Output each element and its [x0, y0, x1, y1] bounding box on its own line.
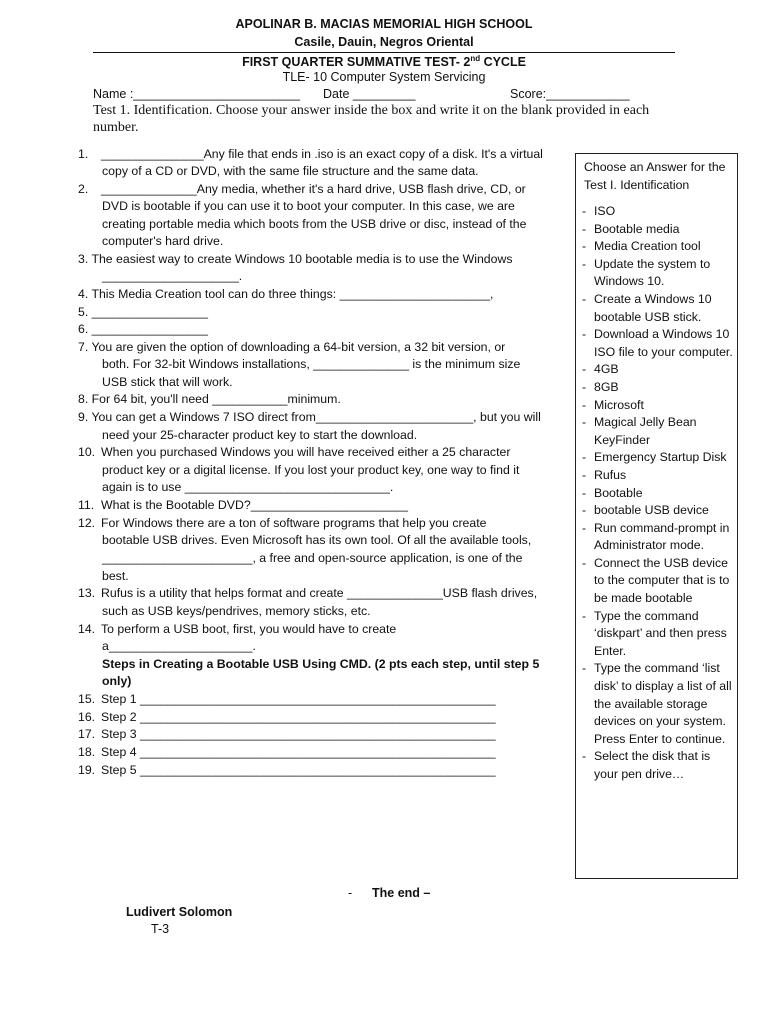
test-title-main: FIRST QUARTER SUMMATIVE TEST- 2: [242, 55, 471, 70]
score-field: Score:____________: [510, 87, 630, 101]
answer-box-title: Choose an Answer for the Test I. Identification: [584, 160, 726, 192]
question-text: Rufus is a utility that helps format and create ______________USB flash drives,: [101, 586, 538, 600]
question-text: When you purchased Windows you will have received either a 25 character: [101, 445, 511, 459]
question-text: Step 1 ____________________________________________________: [101, 692, 496, 706]
question-text: What is the Bootable DVD?_______________________: [101, 498, 408, 512]
question-7-cont-2: USB stick that will work.: [102, 375, 233, 389]
question-11: [78, 497, 408, 515]
question-10-cont-1: product key or a digital license. If you lost your product key, one way to find it: [102, 463, 520, 477]
question-text: Step 4 ____________________________________________________: [101, 745, 496, 759]
question-4: 4. This Media Creation tool can do three things: ______________________,: [78, 287, 494, 301]
answer-choice: - Create a Windows 10 bootable USB stick.: [582, 291, 734, 326]
question-6: 6. _________________: [78, 322, 208, 336]
question-14: [78, 621, 396, 639]
question-10-cont-2: again is to use ______________________________.: [102, 480, 394, 494]
answer-choice: - ISO: [582, 203, 734, 221]
question-1: [78, 146, 543, 164]
question-text: For Windows there are a ton of software programs that help you create: [101, 516, 487, 530]
test-title-cycle: CYCLE: [480, 55, 526, 70]
question-text: _______________Any file that ends in .iso is an exact copy of a disk. It's a virtual: [101, 147, 543, 161]
answer-choices-list: [582, 203, 734, 784]
question-12-cont-1: bootable USB drives. Even Microsoft has its own tool. Of all the available tools,: [102, 533, 532, 547]
answer-choice: - Bootable media: [582, 221, 734, 239]
question-number: 10.: [78, 445, 96, 459]
answer-choice: - Update the system to Windows 10.: [582, 256, 734, 291]
question-16: [78, 709, 496, 727]
author-name: Ludivert Solomon: [126, 905, 233, 919]
question-number: 1.: [78, 147, 89, 161]
question-3-cont: ____________________.: [102, 269, 243, 283]
school-address: Casile, Dauin, Negros Oriental: [294, 35, 474, 49]
answer-choice: - 8GB: [582, 379, 734, 397]
answer-choice: - Emergency Startup Disk: [582, 449, 734, 467]
subject-title: TLE- 10 Computer System Servicing: [282, 70, 486, 84]
answer-choice: - Type the command ‘list disk’ to display a list of all the available storage devices on your system. Press Enter to continue.: [582, 660, 734, 748]
end-marker: The end –: [372, 886, 431, 900]
question-13: [78, 585, 537, 603]
test-title: [0, 54, 768, 69]
question-number: 12.: [78, 516, 96, 530]
question-19: [78, 762, 496, 780]
question-7-cont-1: both. For 32-bit Windows installations, ______________ is the minimum size: [102, 357, 521, 371]
question-17: [78, 726, 496, 744]
question-15: [78, 691, 496, 709]
question-12: [78, 515, 487, 533]
question-number: 19.: [78, 763, 96, 777]
answer-choice: - Type the command ‘diskpart’ and then press Enter.: [582, 608, 734, 661]
answer-choice: - 4GB: [582, 361, 734, 379]
question-text: ______________Any media, whether it's a hard drive, USB flash drive, CD, or: [101, 182, 526, 196]
question-12-cont-2: ______________________, a free and open-source application, is one of the: [102, 551, 523, 565]
steps-heading-cont: only): [102, 674, 132, 688]
test-title-suffix: nd: [470, 54, 481, 63]
question-text: Step 2 ____________________________________________________: [101, 710, 496, 724]
question-10: [78, 444, 510, 462]
question-7: 7. You are given the option of downloading a 64-bit version, a 32 bit version, or: [78, 340, 506, 354]
question-2-cont-2: creating portable media which boots from the USB drive or disc, instead of the: [102, 217, 527, 231]
question-number: 14.: [78, 622, 96, 636]
school-name: APOLINAR B. MACIAS MEMORIAL HIGH SCHOOL: [235, 17, 533, 31]
answer-choice: - Magical Jelly Bean KeyFinder: [582, 414, 734, 449]
answer-choice: - Microsoft: [582, 397, 734, 415]
question-text: Step 3 ____________________________________________________: [101, 727, 496, 741]
question-18: [78, 744, 496, 762]
question-13-cont: such as USB keys/pendrives, memory sticks, etc.: [102, 604, 371, 618]
question-2: [78, 181, 526, 199]
question-text: To perform a USB boot, first, you would have to create: [101, 622, 397, 636]
question-number: 13.: [78, 586, 96, 600]
answer-choice: - Bootable: [582, 485, 734, 503]
question-text: Step 5 ____________________________________________________: [101, 763, 496, 777]
question-number: 2.: [78, 182, 89, 196]
question-2-cont-3: computer's hard drive.: [102, 234, 224, 248]
author-role: T-3: [151, 922, 170, 936]
date-field: Date _________: [323, 87, 416, 101]
steps-heading: Steps in Creating a Bootable USB Using CMD. (2 pts each step, until step 5: [102, 657, 540, 671]
question-3: 3. The easiest way to create Windows 10 bootable media is to use the Windows: [78, 252, 513, 266]
name-field: Name :________________________: [93, 87, 301, 101]
answer-choice: - Run command-prompt in Administrator mode.: [582, 520, 734, 555]
question-number: 11.: [78, 498, 95, 512]
question-12-cont-3: best.: [102, 569, 129, 583]
header-divider: [93, 52, 675, 53]
answer-choice: - Rufus: [582, 467, 734, 485]
question-9: 9. You can get a Windows 7 ISO direct from_______________________, but you will: [78, 410, 541, 424]
question-number: 17.: [78, 727, 96, 741]
answer-choice: - Media Creation tool: [582, 238, 734, 256]
answer-choice: - Connect the USB device to the computer that is to be made bootable: [582, 555, 734, 608]
question-14-cont: a_____________________.: [102, 639, 256, 653]
question-5: 5. _________________: [78, 305, 208, 319]
question-2-cont-1: DVD is bootable if you can use it to boot your computer. In this case, we are: [102, 199, 515, 213]
question-number: 15.: [78, 692, 96, 706]
answer-choice: - bootable USB device: [582, 502, 734, 520]
question-9-cont: need your 25-character product key to start the download.: [102, 428, 418, 442]
question-1-cont: copy of a CD or DVD, with the same file structure and the same data.: [102, 164, 479, 178]
question-number: 18.: [78, 745, 96, 759]
question-number: 16.: [78, 710, 96, 724]
answer-choice: - Select the disk that is your pen drive…: [582, 748, 734, 783]
instructions: Test 1. Identification. Choose your answer inside the box and write it on the blank provided in each number.: [93, 103, 650, 135]
end-dash: -: [348, 886, 353, 900]
answer-choice: - Download a Windows 10 ISO file to your computer.: [582, 326, 734, 361]
question-8: 8. For 64 bit, you'll need ___________minimum.: [78, 392, 341, 406]
